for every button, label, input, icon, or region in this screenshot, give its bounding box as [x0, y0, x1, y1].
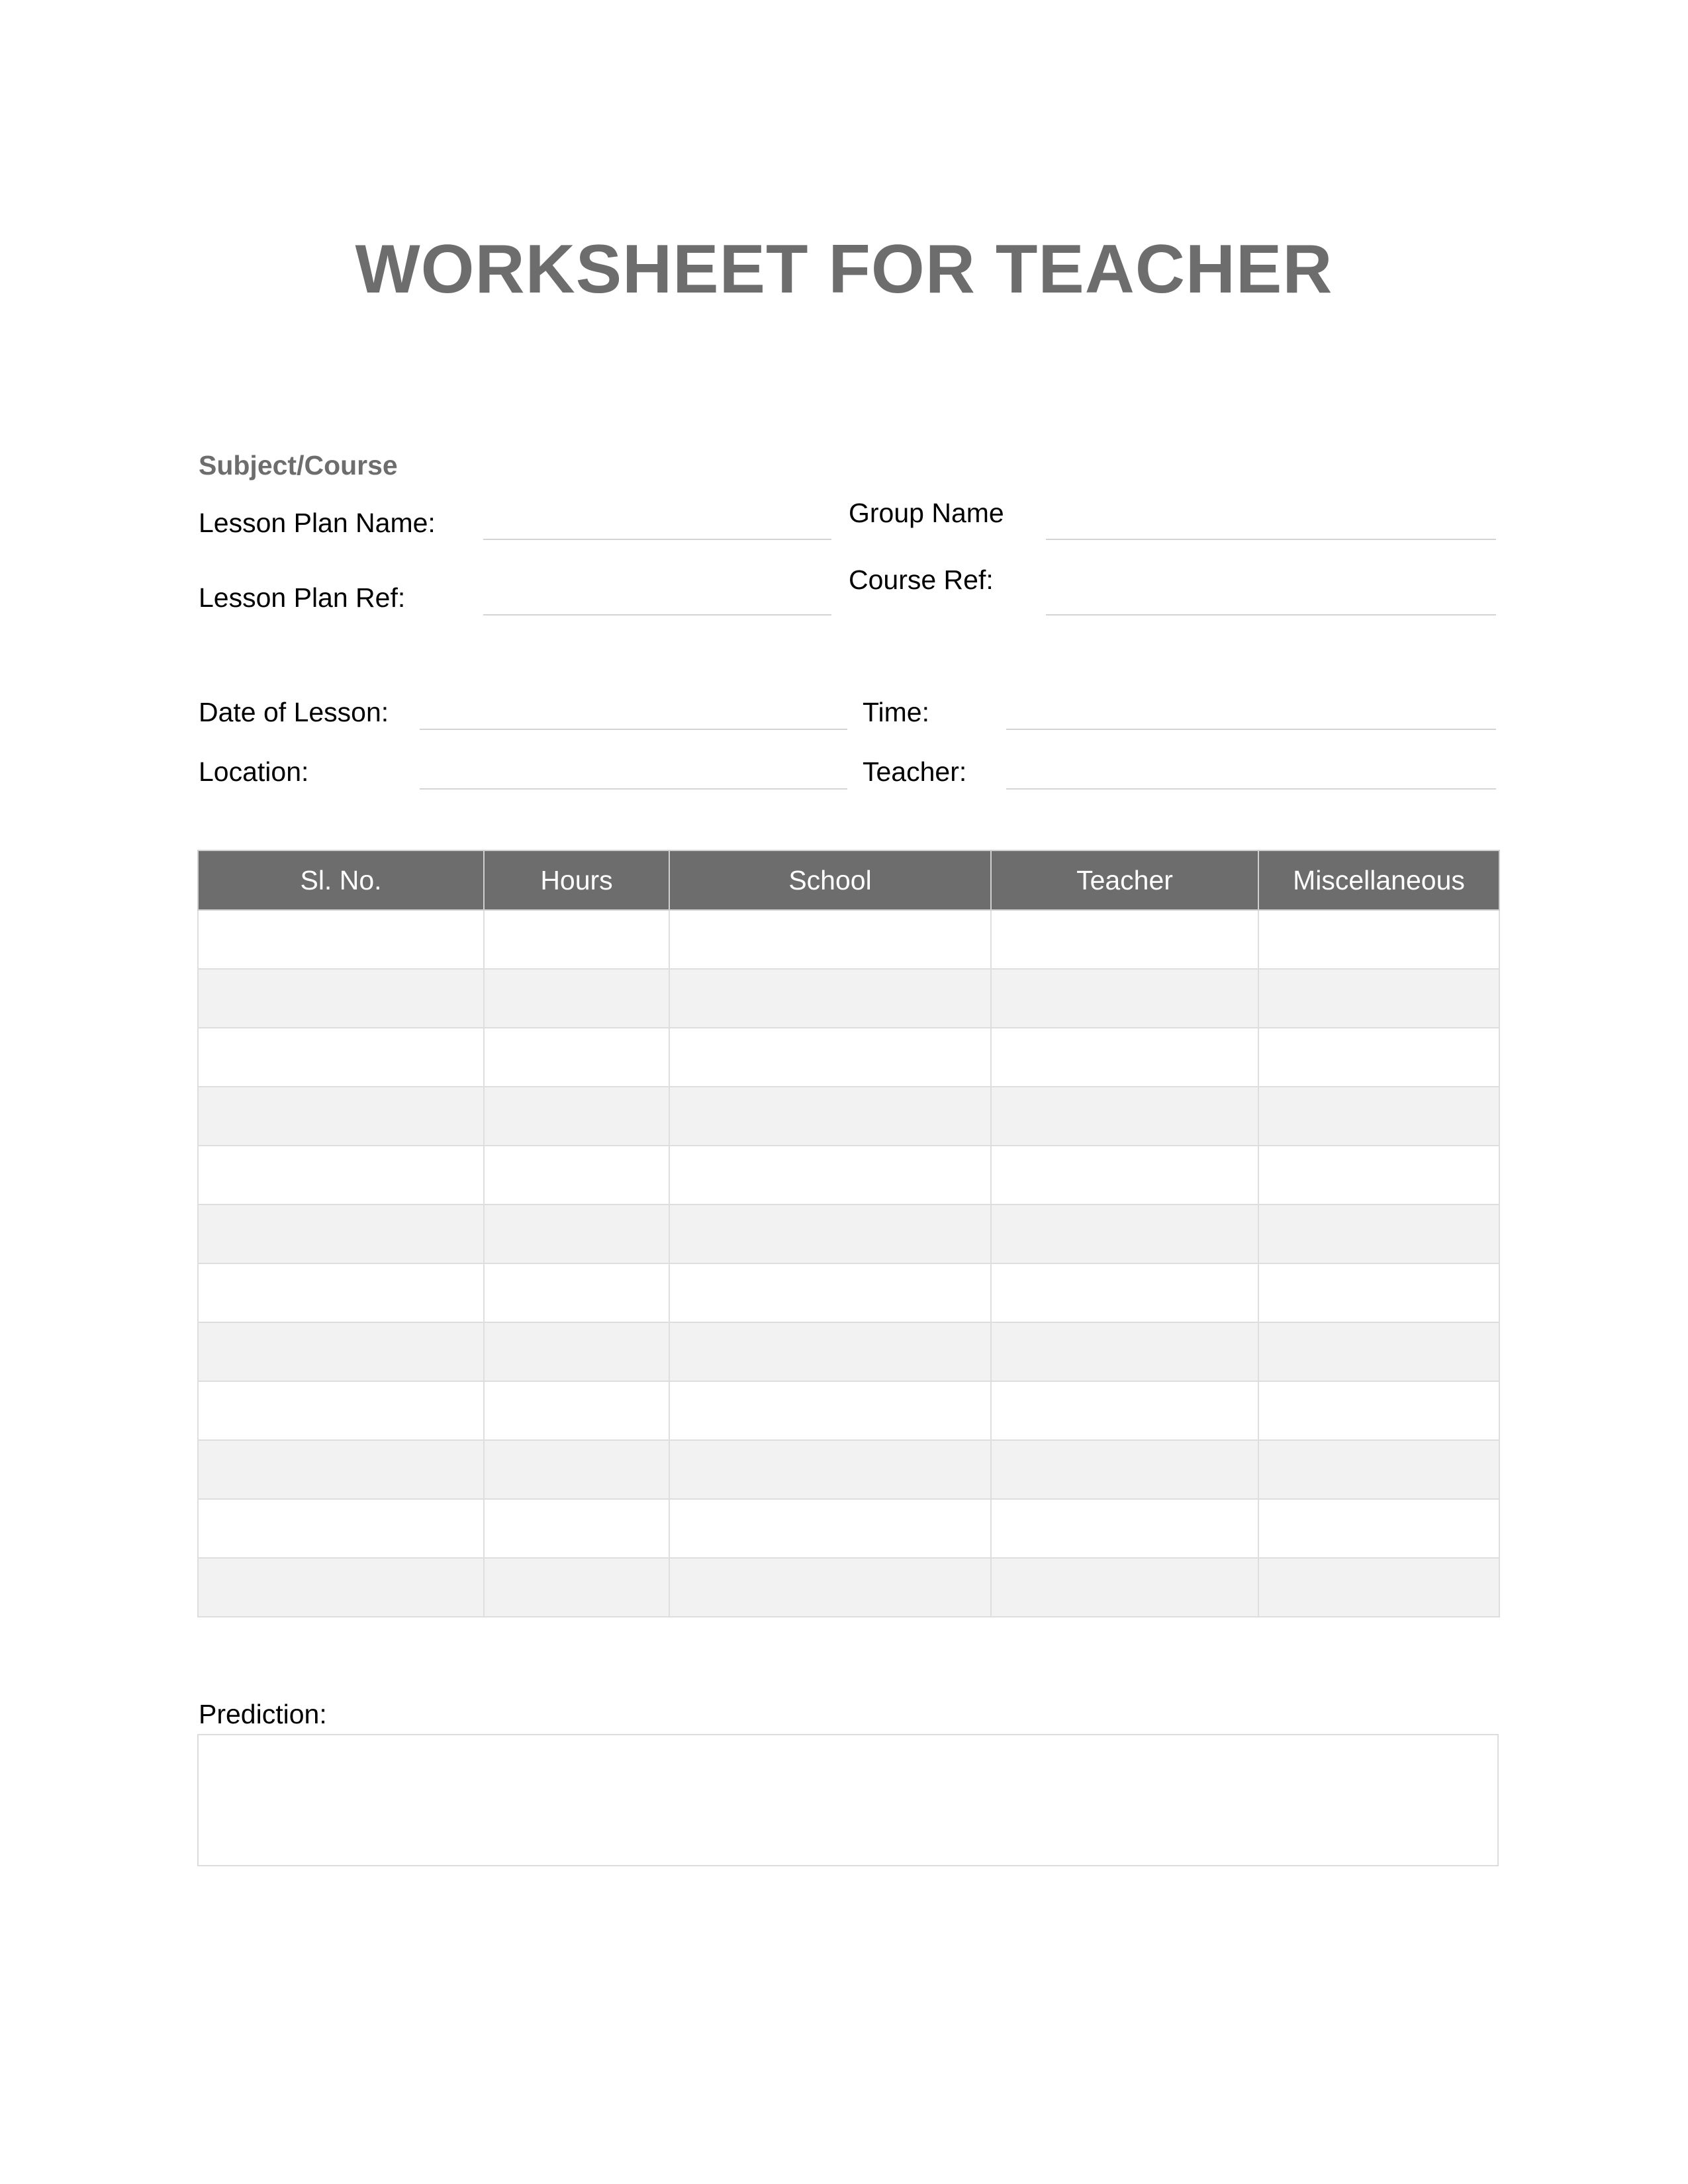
- table-cell[interactable]: [669, 1440, 991, 1499]
- table-cell[interactable]: [991, 1087, 1258, 1146]
- lesson-plan-ref-label: Lesson Plan Ref:: [199, 582, 406, 613]
- table-cell[interactable]: [198, 1322, 484, 1381]
- table-cell[interactable]: [484, 1087, 669, 1146]
- table-row: [198, 910, 1499, 969]
- column-header-sl-no: Sl. No.: [198, 850, 484, 910]
- table-cell[interactable]: [484, 1558, 669, 1617]
- table-cell[interactable]: [1258, 1322, 1499, 1381]
- table-cell[interactable]: [198, 1028, 484, 1087]
- course-ref-field[interactable]: [1046, 614, 1496, 615]
- table-cell[interactable]: [669, 1381, 991, 1440]
- table-cell[interactable]: [991, 969, 1258, 1028]
- column-header-miscellaneous: Miscellaneous: [1258, 850, 1499, 910]
- lesson-plan-name-field[interactable]: [483, 539, 831, 540]
- table-cell[interactable]: [991, 1146, 1258, 1205]
- table-cell[interactable]: [1258, 1087, 1499, 1146]
- table-cell[interactable]: [198, 1381, 484, 1440]
- worksheet-table: [197, 850, 1500, 1617]
- teacher-label: Teacher:: [863, 756, 967, 787]
- table-cell[interactable]: [198, 969, 484, 1028]
- table-row: [198, 1028, 1499, 1087]
- table-cell[interactable]: [484, 1322, 669, 1381]
- column-header-hours: Hours: [484, 850, 669, 910]
- table-cell[interactable]: [991, 910, 1258, 969]
- page-title: WORKSHEET FOR TEACHER: [355, 231, 1333, 308]
- table-cell[interactable]: [991, 1322, 1258, 1381]
- table-cell[interactable]: [669, 1322, 991, 1381]
- table-cell[interactable]: [484, 1205, 669, 1263]
- date-of-lesson-label: Date of Lesson:: [199, 697, 389, 727]
- table-cell[interactable]: [1258, 1381, 1499, 1440]
- location-field[interactable]: [420, 788, 847, 790]
- table-cell[interactable]: [198, 1205, 484, 1263]
- table-cell[interactable]: [198, 910, 484, 969]
- table-cell[interactable]: [1258, 1028, 1499, 1087]
- table-cell[interactable]: [669, 1087, 991, 1146]
- table-cell[interactable]: [484, 1381, 669, 1440]
- table-body: [198, 910, 1499, 1617]
- table-cell[interactable]: [669, 1205, 991, 1263]
- table-cell[interactable]: [991, 1440, 1258, 1499]
- table-cell[interactable]: [1258, 910, 1499, 969]
- table-cell[interactable]: [991, 1499, 1258, 1558]
- table-cell[interactable]: [1258, 1558, 1499, 1617]
- table-cell[interactable]: [198, 1558, 484, 1617]
- table-cell[interactable]: [484, 1440, 669, 1499]
- table-cell[interactable]: [991, 1205, 1258, 1263]
- table-cell[interactable]: [198, 1263, 484, 1322]
- table-row: [198, 1263, 1499, 1322]
- table-cell[interactable]: [1258, 1146, 1499, 1205]
- table-row: [198, 1322, 1499, 1381]
- table-cell[interactable]: [669, 910, 991, 969]
- table-cell[interactable]: [1258, 1205, 1499, 1263]
- date-of-lesson-field[interactable]: [420, 729, 847, 730]
- table-cell[interactable]: [669, 1263, 991, 1322]
- table-cell[interactable]: [484, 1263, 669, 1322]
- table-cell[interactable]: [669, 1499, 991, 1558]
- table-row: [198, 1381, 1499, 1440]
- table-cell[interactable]: [1258, 969, 1499, 1028]
- table-row: [198, 1087, 1499, 1146]
- lesson-plan-name-label: Lesson Plan Name:: [199, 508, 436, 538]
- prediction-label: Prediction:: [199, 1699, 327, 1729]
- table-row: [198, 1499, 1499, 1558]
- table-cell[interactable]: [991, 1558, 1258, 1617]
- table-cell[interactable]: [669, 969, 991, 1028]
- table-cell[interactable]: [1258, 1440, 1499, 1499]
- table-cell[interactable]: [198, 1087, 484, 1146]
- course-ref-label: Course Ref:: [849, 565, 994, 595]
- table-cell[interactable]: [484, 969, 669, 1028]
- table-header-row: [198, 850, 1499, 910]
- table-cell[interactable]: [484, 1028, 669, 1087]
- table-cell[interactable]: [1258, 1499, 1499, 1558]
- time-label: Time:: [863, 697, 929, 727]
- group-name-label: Group Name: [849, 498, 1004, 528]
- table-cell[interactable]: [198, 1146, 484, 1205]
- table-cell[interactable]: [669, 1146, 991, 1205]
- column-header-school: School: [669, 850, 991, 910]
- time-field[interactable]: [1006, 729, 1496, 730]
- table-cell[interactable]: [669, 1028, 991, 1087]
- table-row: [198, 1205, 1499, 1263]
- table-row: [198, 1558, 1499, 1617]
- table-cell[interactable]: [484, 910, 669, 969]
- table-cell[interactable]: [484, 1146, 669, 1205]
- table-cell[interactable]: [484, 1499, 669, 1558]
- table-cell[interactable]: [991, 1028, 1258, 1087]
- table-cell[interactable]: [991, 1381, 1258, 1440]
- prediction-box[interactable]: [197, 1734, 1499, 1866]
- group-name-field[interactable]: [1046, 539, 1496, 540]
- teacher-field[interactable]: [1006, 788, 1496, 790]
- table-row: [198, 969, 1499, 1028]
- table-cell[interactable]: [991, 1263, 1258, 1322]
- table-row: [198, 1440, 1499, 1499]
- location-label: Location:: [199, 756, 309, 787]
- lesson-plan-ref-field[interactable]: [483, 614, 831, 615]
- subject-course-heading: Subject/Course: [199, 450, 398, 480]
- table-row: [198, 1146, 1499, 1205]
- table-cell[interactable]: [669, 1558, 991, 1617]
- table-cell[interactable]: [198, 1499, 484, 1558]
- table-cell[interactable]: [198, 1440, 484, 1499]
- table-cell[interactable]: [1258, 1263, 1499, 1322]
- column-header-teacher: Teacher: [991, 850, 1258, 910]
